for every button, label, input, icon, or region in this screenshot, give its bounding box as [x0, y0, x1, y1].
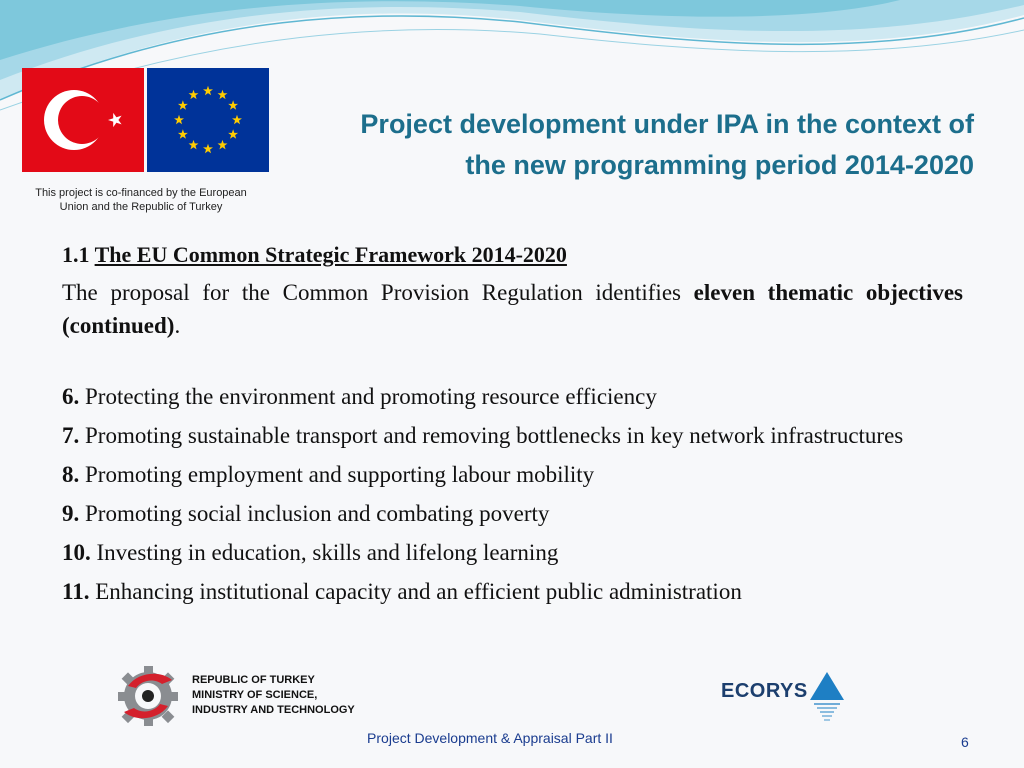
intro-paragraph: [62, 276, 963, 342]
slide-content: [62, 238, 963, 614]
eu-star-icon: [174, 115, 184, 124]
objective-number: 8.: [62, 462, 80, 487]
ministry-line: REPUBLIC OF TURKEY: [192, 674, 315, 686]
eu-star-icon: [228, 100, 238, 109]
objective-text: Investing in education, skills and lifelong learning: [96, 540, 559, 565]
eu-star-icon: [203, 86, 213, 95]
objective-number: 9.: [62, 501, 80, 526]
objective-text: Enhancing institutional capacity and an efficient public administration: [95, 579, 742, 604]
objective-number: 6.: [62, 384, 80, 409]
intro-text: The proposal for the Common Provision Regulation identifies: [62, 280, 681, 305]
ministry-line: INDUSTRY AND TECHNOLOGY: [192, 704, 355, 716]
section-heading: [62, 238, 963, 271]
cofinance-line: Union and the Republic of Turkey: [59, 201, 223, 213]
eu-star-icon: [189, 90, 199, 99]
objective-item: [62, 497, 963, 530]
objective-text: Promoting sustainable transport and removing bottlenecks in key network infrastructures: [85, 423, 904, 448]
eu-flag-icon: [147, 68, 269, 172]
intro-end: .: [174, 313, 181, 338]
eu-star-icon: [232, 115, 242, 124]
eu-star-icon: [228, 129, 238, 138]
ministry-line: MINISTRY OF SCIENCE,: [192, 689, 318, 701]
section-title: The EU Common Strategic Framework 2014-2020: [94, 242, 567, 267]
objective-text: Promoting employment and supporting labour mobility: [85, 462, 595, 487]
eu-star-icon: [189, 140, 199, 149]
eu-star-icon: [218, 140, 228, 149]
objective-number: 7.: [62, 423, 80, 448]
footer-text: Project Development & Appraisal Part II: [367, 730, 613, 746]
ecorys-logo-text: ECORYS: [721, 680, 808, 702]
page-title: [280, 104, 974, 186]
ministry-gear-logo-icon: [108, 662, 192, 728]
cofinance-line: This project is co-financed by the European: [35, 187, 247, 199]
objective-text: Protecting the environment and promoting resource efficiency: [85, 384, 657, 409]
objective-item: [62, 536, 963, 569]
objective-item: [62, 419, 963, 452]
intro-bold-text: eleven thematic objectives (continued): [62, 280, 963, 338]
objective-number: 10.: [62, 540, 91, 565]
eu-star-icon: [178, 100, 188, 109]
ministry-name: [192, 673, 355, 718]
title-line: Project development under IPA in the context of: [360, 109, 974, 139]
objective-item: [62, 380, 963, 413]
turkey-flag-icon: [22, 68, 144, 172]
eu-star-icon: [218, 90, 228, 99]
page-number: 6: [961, 734, 969, 750]
objective-item: [62, 575, 963, 608]
ecorys-triangle-logo-icon: [808, 670, 846, 726]
objective-text: Promoting social inclusion and combating poverty: [85, 501, 550, 526]
eu-star-icon: [203, 144, 213, 153]
objective-item: [62, 458, 963, 491]
title-line: the new programming period 2014-2020: [465, 150, 974, 180]
eu-star-icon: [178, 129, 188, 138]
objective-number: 11.: [62, 579, 90, 604]
cofinance-note: [10, 186, 272, 214]
section-number: 1.1: [62, 242, 90, 267]
